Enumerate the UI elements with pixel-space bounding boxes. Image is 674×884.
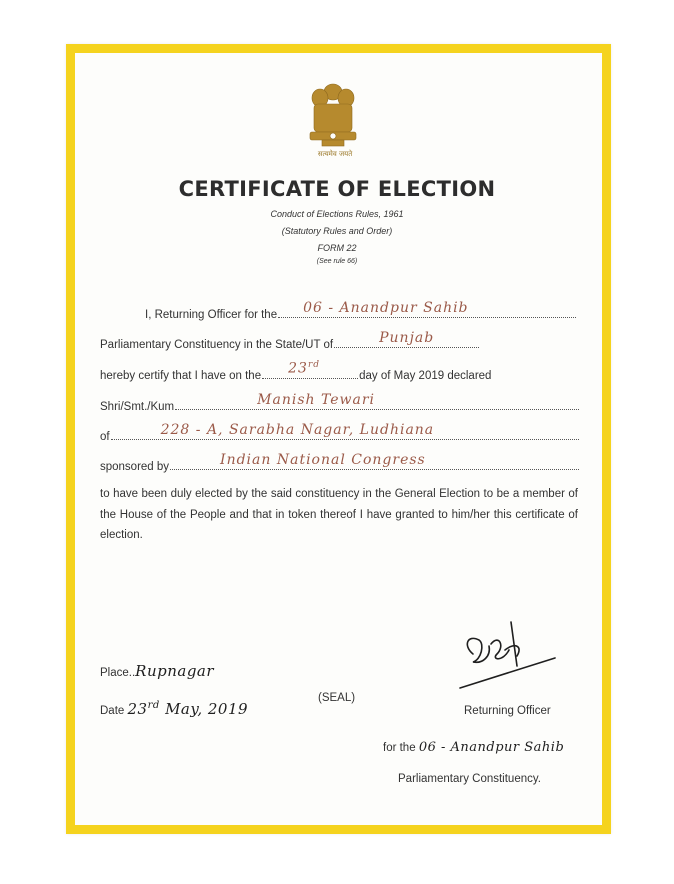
order-subtitle: (Statutory Rules and Order) <box>281 226 393 236</box>
line4-label: Shri/Smt./Kum <box>100 401 175 413</box>
line5-field <box>111 422 579 440</box>
see-rule: (See rule 66) <box>316 258 358 265</box>
line1-field <box>278 300 576 318</box>
date-label: Date <box>100 705 125 717</box>
line6-value: Indian National Congress <box>220 452 426 468</box>
line2-value: Punjab <box>379 330 435 346</box>
line4-value: Manish Tewari <box>257 392 376 408</box>
date-value-rest: May, 2019 <box>165 700 249 718</box>
line3-value: 23 <box>288 361 308 377</box>
line-date-declared <box>100 362 580 382</box>
line1-label: I, Returning Officer for the <box>145 309 278 321</box>
line3-label: hereby certify that I have on the <box>100 370 262 382</box>
line5-value: 228 - A, Sarabha Nagar, Ludhiana <box>160 422 435 438</box>
line6-field <box>170 452 579 470</box>
line-address <box>100 423 580 443</box>
line2-label: Parliamentary Constituency in the State/UT of <box>100 339 334 351</box>
line-candidate <box>100 393 580 413</box>
rules-subtitle: Conduct of Elections Rules, 1961 <box>270 209 404 219</box>
for-row <box>383 740 564 755</box>
signature-icon <box>455 616 565 696</box>
declaration-paragraph: to have been duly elected by the said constituency in the General Election to be a member of the House of the People and that in token thereof I have granted to him/her this certificate of election. <box>100 488 578 541</box>
line3-value-sup: rd <box>307 360 321 371</box>
date-value-sup: rd <box>147 700 160 711</box>
emblem-motto: सत्यमेव जयते <box>317 150 353 158</box>
place-value: Rupnagar <box>135 662 215 680</box>
date-value-day: 23 <box>127 700 148 718</box>
form-number: FORM 22 <box>317 243 357 253</box>
line4-field <box>175 392 579 410</box>
date-row <box>100 700 248 718</box>
line-returning-officer <box>145 301 577 321</box>
returning-officer-label: Returning Officer <box>464 705 551 717</box>
line2-field <box>334 330 479 348</box>
line3-field <box>262 360 358 379</box>
line1-value: 06 - Anandpur Sahib <box>303 300 469 316</box>
constituency-label: Parliamentary Constituency. <box>398 773 541 785</box>
seal-label: (SEAL) <box>318 692 356 704</box>
certificate-title: CERTIFICATE OF ELECTION <box>178 177 496 201</box>
line-state <box>100 331 580 351</box>
for-label: for the <box>383 742 416 754</box>
line3-suffix: day of May 2019 declared <box>359 370 492 382</box>
line6-label: sponsored by <box>100 461 170 473</box>
line5-label: of <box>100 431 110 443</box>
line-sponsor <box>100 453 580 473</box>
place-row: Place..Rupnagar <box>100 662 215 680</box>
for-value: 06 - Anandpur Sahib <box>418 740 565 755</box>
place-label: Place <box>100 667 129 679</box>
